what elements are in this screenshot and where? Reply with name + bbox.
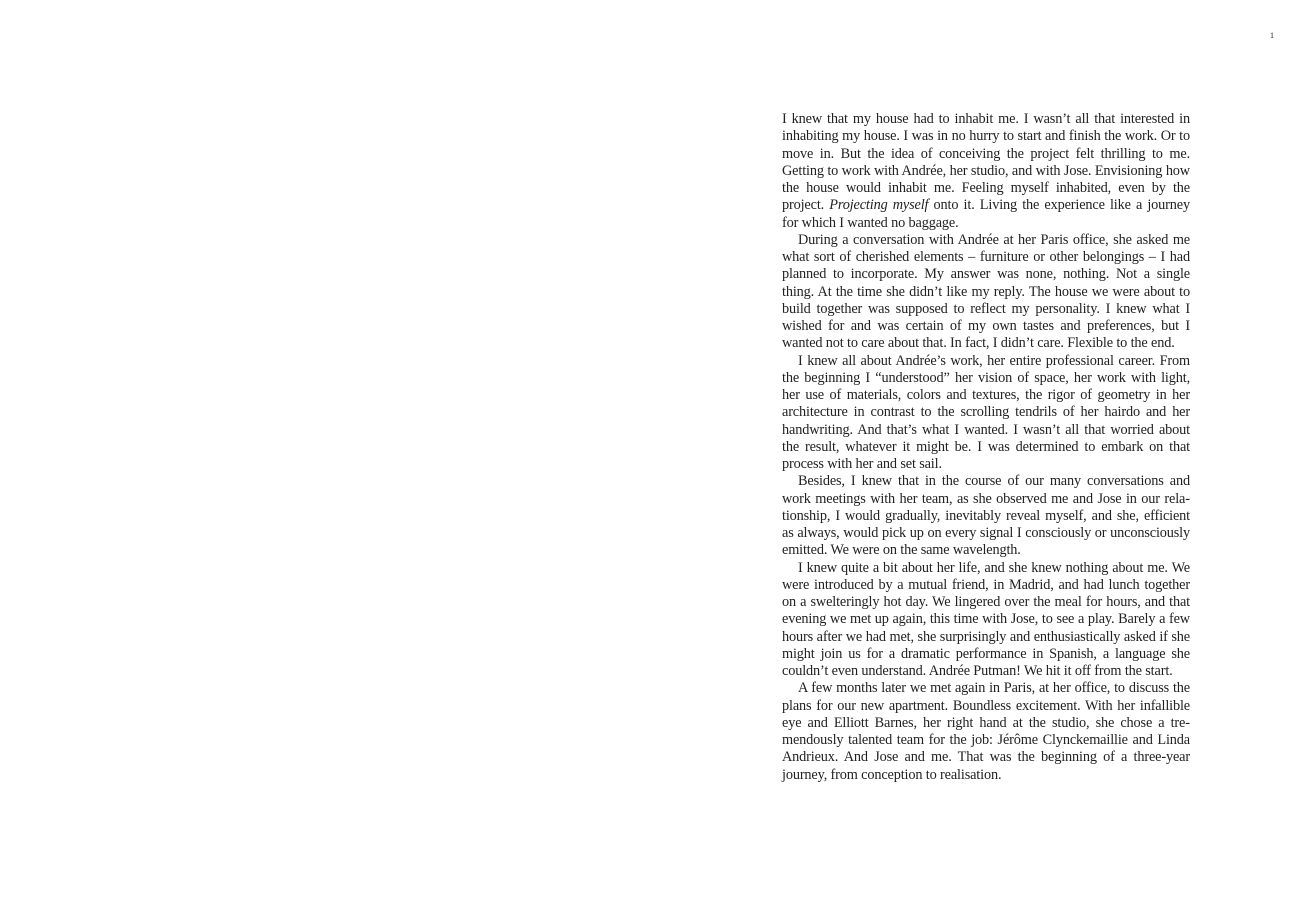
paragraph-3: I knew all about Andrée’s work, her entire professional career. From the beginning I “understood” her vision of space, her work with light, her use of materials, colors and textures, the rigor of geometry in her architecture in contrast to the scrolling tendrils of her hairdo and her handwriting. And that’s what I wanted. I wasn’t all that worried about the result, whatever it might be. I was determined to embark on that process with her and set sail. [782,352,1190,472]
paragraph-6: A few months later we met again in Paris, at her office, to discuss the plans for our new apartment. Boundless excitement. With her infallible eye and Elliott Barnes, her right hand at the studio, she chose a tremendously talented team for the job: Jérôme Clynckemaillie and Linda Andrieux. And Jose and me. That was the beginning of a three-year journey, from conception to realisation. [782,680,1190,783]
paragraph-4: Besides, I knew that in the course of our many conversations and work meetings with her team, as she observed me and Jose in our relationship, I would gradually, inevitably reveal myself, and she, efficient as always, would pick up on every signal I consciously or unconsciously emitted. We were on the same wavelength. [782,473,1190,559]
paragraph-1-text-start: I knew that my house had to inhabit me. I wasn’t all that interested in inhabiting my house. I was in no hurry to start and finish the work. Or to move in. But the idea of conceiving the project felt thrilling to me. Getting to work with Andrée, her studio, and with Jose. Envisioning how the house would inhabit me. Feeling myself inhabited, even by the project. [782,111,1190,214]
paragraph-1-text-end: onto it. Living the experience like a journey for which I wanted no baggage. [782,197,1190,231]
paragraph-1-emphasis: Projecting myself [829,197,929,214]
paragraph-2: During a conversation with Andrée at her Paris office, she asked me what sort of cherished elements – furniture or other belongings – I had planned to incorporate. My answer was none, nothing. Not a single thing. At the time she didn’t like my reply. The house we were about to build together was supposed to reflect my personality. I knew what I wished for and was certain of my own tastes and preferences, but I wanted not to care about that. In fact, I didn’t care. Flexible to the end. [782,231,1190,352]
paragraph-5: I knew quite a bit about her life, and she knew nothing about me. We were introduced by a mutual friend, in Madrid, and had lunch together on a swelteringly hot day. We lingered over the meal for hours, and that evening we met up again, this time with Jose, to see a play. Barely a few hours after we had met, she surprisingly and enthusiastically asked if she might join us for a dramatic performance in Spanish, a language she couldn’t even understand. Andrée Putman! We hit it off from the start. [782,559,1190,679]
body-text [782,111,1190,784]
paragraph-1 [782,111,1190,232]
page-number: 1 [1270,31,1274,40]
